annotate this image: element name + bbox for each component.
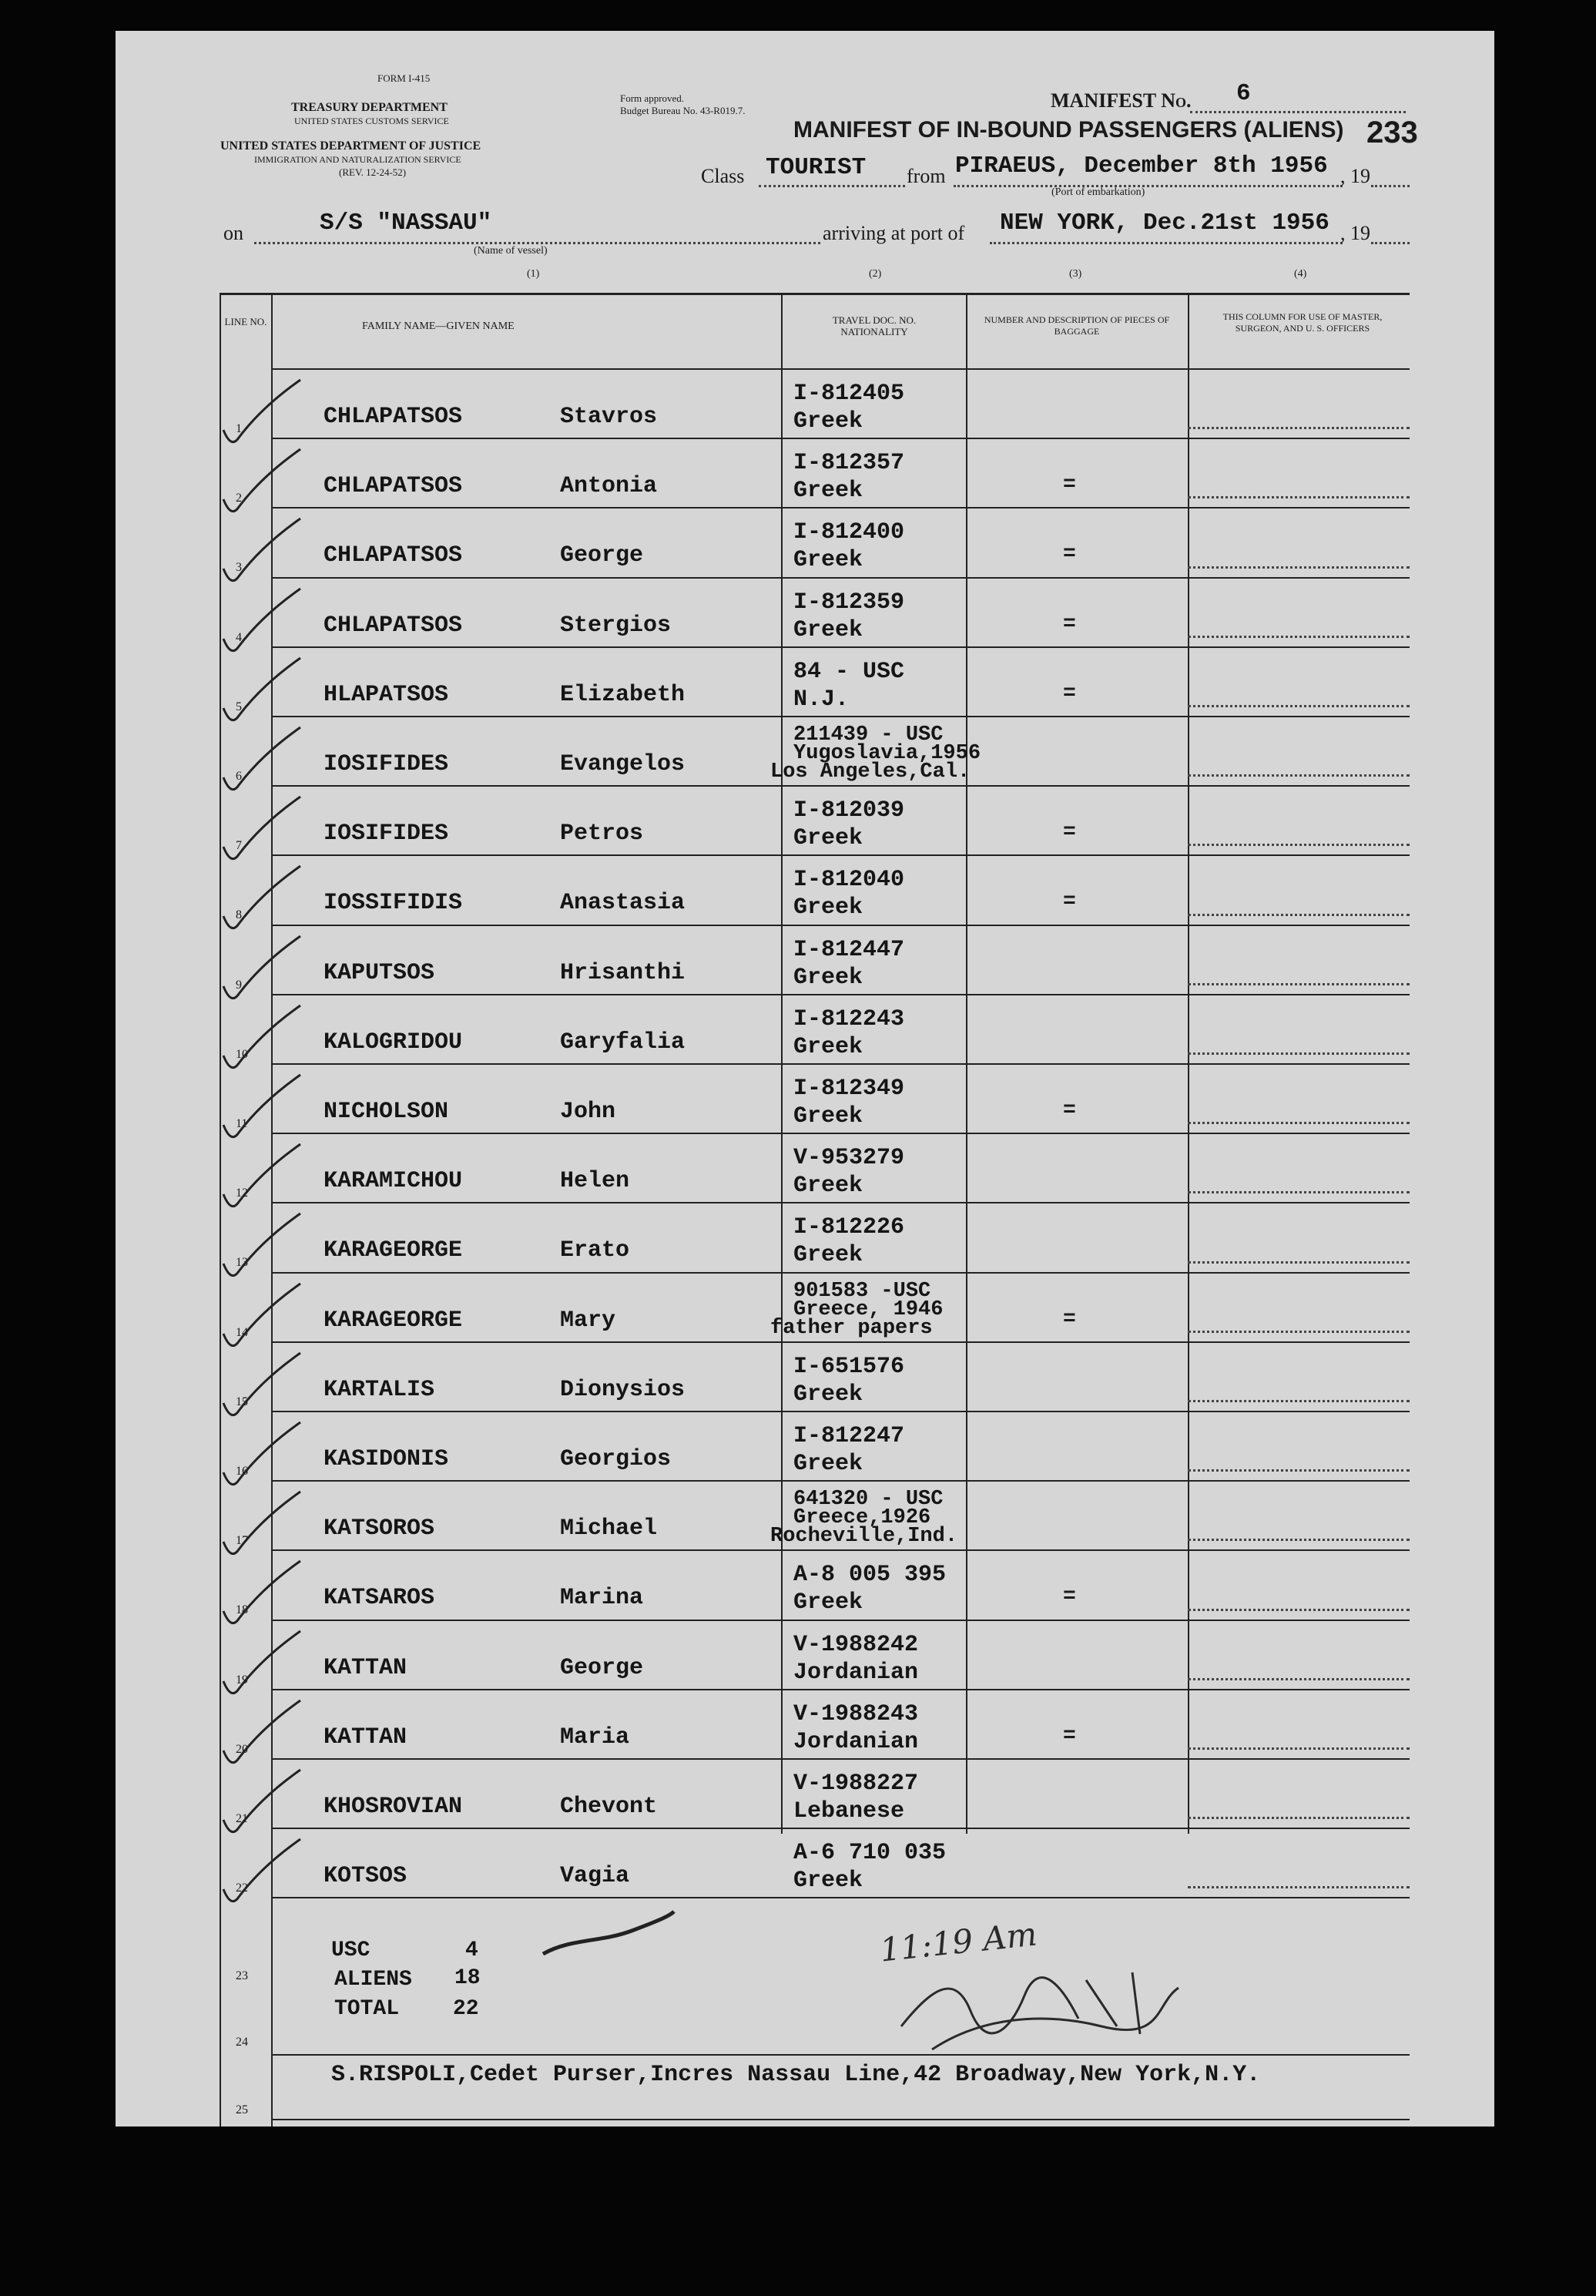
budget-bureau: Budget Bureau No. 43-R019.7. <box>620 105 746 116</box>
travel-doc-number: V-1988227 <box>793 1771 919 1797</box>
vessel-caption: (Name of vessel) <box>474 245 548 257</box>
vessel-value: S/S "NASSAU" <box>320 210 492 237</box>
travel-doc-number: I-812040 <box>793 867 905 894</box>
from-label: from <box>907 165 946 187</box>
line-number: 12 <box>236 1187 248 1200</box>
handwritten-time-note: 11:19 Am <box>877 1915 1039 1969</box>
line-number: 21 <box>236 1812 248 1825</box>
passenger-family-name: KATTAN <box>324 1724 407 1751</box>
travel-doc-number: V-1988243 <box>793 1700 919 1727</box>
line-number: 15 <box>236 1395 248 1408</box>
customs-service: UNITED STATES CUSTOMS SERVICE <box>294 116 449 126</box>
nationality: Jordanian <box>793 1728 919 1755</box>
passenger-given-name: Michael <box>560 1516 658 1542</box>
line-number: 5 <box>236 700 242 713</box>
on-label: on <box>223 222 243 244</box>
manifest-title: MANIFEST OF IN-BOUND PASSENGERS (ALIENS) <box>793 117 1344 143</box>
nationality: Greece, 1946 <box>793 1297 944 1321</box>
manifest-no-value: 6 <box>1236 80 1251 107</box>
check-mark-icon <box>208 1071 308 1148</box>
travel-doc-number: I-812226 <box>793 1214 905 1241</box>
passenger-family-name: CHLAPATSOS <box>324 612 463 639</box>
passenger-family-name: NICHOLSON <box>324 1099 449 1125</box>
passenger-family-name: CHLAPATSOS <box>324 404 463 430</box>
nationality: Greek <box>793 1173 863 1200</box>
check-mark-icon <box>208 1002 308 1079</box>
travel-doc-number: A-6 710 035 <box>793 1840 947 1867</box>
travel-doc-number: I-812357 <box>793 450 905 477</box>
baggage-ditto-mark: = <box>1063 612 1076 636</box>
check-mark-icon <box>208 1488 308 1565</box>
line-number: 10 <box>236 1047 248 1061</box>
class-value: TOURIST <box>766 154 867 181</box>
line-number-24: 24 <box>236 2036 248 2049</box>
check-mark-icon <box>208 723 308 801</box>
class-label: Class <box>701 165 745 187</box>
baggage-ditto-mark: = <box>1063 473 1076 498</box>
line-number: 6 <box>236 770 242 783</box>
usc-count: 4 <box>465 1939 478 1962</box>
passenger-family-name: CHLAPATSOS <box>324 473 463 500</box>
passenger-family-name: KATTAN <box>324 1654 407 1681</box>
line-number: 20 <box>236 1742 248 1756</box>
line-number: 16 <box>236 1465 248 1478</box>
travel-doc-note: Rocheville,Ind. <box>770 1525 958 1549</box>
justice-dept: UNITED STATES DEPARTMENT OF JUSTICE <box>220 139 481 153</box>
line-number-25: 25 <box>236 2103 248 2116</box>
col-num-4: (4) <box>1294 268 1307 280</box>
line-number: 19 <box>236 1673 248 1687</box>
nationality: Lebanese <box>793 1798 905 1824</box>
passenger-family-name: KALOGRIDOU <box>324 1029 463 1056</box>
travel-doc-number: I-812359 <box>793 589 905 616</box>
travel-doc-number: 211439 - USC <box>793 723 944 747</box>
form-number: FORM I-415 <box>377 72 431 84</box>
nationality: Greek <box>793 1868 863 1895</box>
passenger-family-name: KATSOROS <box>324 1516 435 1542</box>
passenger-family-name: KAPUTSOS <box>324 959 435 986</box>
nationality: Greece,1926 <box>793 1506 931 1530</box>
passenger-family-name: KATSAROS <box>324 1585 435 1612</box>
travel-doc-number: I-812447 <box>793 936 905 963</box>
check-mark-icon <box>208 1697 308 1774</box>
passenger-given-name: Vagia <box>560 1863 630 1890</box>
passenger-family-name: KARTALIS <box>324 1376 435 1403</box>
passenger-given-name: Marina <box>560 1585 644 1612</box>
arriving-label: arriving at port of <box>823 222 965 244</box>
passenger-given-name: Antonia <box>560 473 658 500</box>
revision: (REV. 12-24-52) <box>339 166 407 178</box>
check-mark-icon <box>208 862 308 939</box>
passenger-given-name: Georgios <box>560 1446 672 1472</box>
passenger-family-name: KASIDONIS <box>324 1446 449 1472</box>
pen-scribble <box>539 1908 678 1962</box>
baggage-ditto-mark: = <box>1063 542 1076 567</box>
check-mark-icon <box>208 1140 308 1217</box>
line-number: 11 <box>236 1117 248 1130</box>
passenger-family-name: IOSIFIDES <box>324 821 449 848</box>
line-number: 18 <box>236 1603 248 1617</box>
travel-doc-number: I-812247 <box>793 1423 905 1449</box>
passenger-given-name: Anastasia <box>560 890 686 917</box>
check-mark-icon <box>208 1210 308 1287</box>
check-mark-icon <box>208 1280 308 1357</box>
passenger-family-name: CHLAPATSOS <box>324 542 463 569</box>
manifest-no-label: MANIFEST No. <box>1051 89 1192 112</box>
nationality: Greek <box>793 408 863 435</box>
line-number: 7 <box>236 839 242 853</box>
total-label: TOTAL <box>334 1997 400 2021</box>
usc-label: USC <box>331 1939 370 1962</box>
travel-doc-number: I-812349 <box>793 1076 905 1102</box>
travel-doc-note: Los Angeles,Cal. <box>770 760 971 784</box>
line-number: 14 <box>236 1325 248 1339</box>
nationality: Greek <box>793 1033 863 1060</box>
check-mark-icon <box>208 515 308 592</box>
passenger-given-name: Helen <box>560 1168 630 1195</box>
travel-doc-number: I-812405 <box>793 381 905 407</box>
travel-doc-number: A-8 005 395 <box>793 1562 947 1589</box>
nationality: Greek <box>793 1381 863 1408</box>
total-count: 22 <box>453 1997 479 2021</box>
passenger-given-name: George <box>560 542 644 569</box>
check-mark-icon <box>208 1557 308 1634</box>
passenger-given-name: Erato <box>560 1237 630 1264</box>
line-number: 17 <box>236 1534 248 1548</box>
nationality: Greek <box>793 616 863 643</box>
travel-doc-number: I-812400 <box>793 519 905 546</box>
passenger-given-name: Evangelos <box>560 751 686 777</box>
passenger-given-name: Dionysios <box>560 1376 686 1403</box>
check-mark-icon <box>208 793 308 870</box>
passenger-family-name: KOTSOS <box>324 1863 407 1890</box>
check-mark-icon <box>208 1766 308 1843</box>
passenger-family-name: KHOSROVIAN <box>324 1794 463 1820</box>
aliens-count: 18 <box>454 1966 481 1990</box>
passenger-given-name: Stergios <box>560 612 672 639</box>
check-mark-icon <box>208 585 308 662</box>
nationality: Greek <box>793 547 863 574</box>
line-number: 3 <box>236 561 242 575</box>
aliens-label: ALIENS <box>334 1968 412 1992</box>
col-header-line-no: LINE NO. <box>224 316 267 327</box>
travel-doc-number: V-953279 <box>793 1145 905 1172</box>
purser-signature-line: S.RISPOLI,Cedet Purser,Incres Nassau Line,42 Broadway,New York,N.Y. <box>331 2062 1261 2088</box>
passenger-family-name: KARAGEORGE <box>324 1237 463 1264</box>
baggage-ditto-mark: = <box>1063 1099 1076 1123</box>
check-mark-icon <box>208 1349 308 1426</box>
travel-doc-number: I-651576 <box>793 1353 905 1380</box>
nationality: Greek <box>793 478 863 505</box>
line-number: 4 <box>236 630 242 644</box>
check-mark-icon <box>208 1418 308 1495</box>
arriving-value: NEW YORK, Dec.21st 1956 <box>1000 210 1329 237</box>
travel-doc-number: 84 - USC <box>793 658 905 685</box>
baggage-ditto-mark: = <box>1063 1724 1076 1748</box>
nationality: N.J. <box>793 686 850 713</box>
ins-service: IMMIGRATION AND NATURALIZATION SERVICE <box>254 154 461 165</box>
baggage-ditto-mark: = <box>1063 681 1076 706</box>
from-value: PIRAEUS, December 8th 1956 <box>955 153 1328 180</box>
line-number: 9 <box>236 978 242 992</box>
passenger-family-name: IOSSIFIDIS <box>324 890 463 917</box>
line-number: 8 <box>236 908 242 922</box>
nationality: Greek <box>793 1589 863 1616</box>
nationality: Greek <box>793 1242 863 1269</box>
col-num-3: (3) <box>1069 268 1082 280</box>
page-stamp: 233 <box>1366 116 1418 149</box>
col-num-2: (2) <box>869 268 882 280</box>
passenger-family-name: KARAMICHOU <box>324 1168 463 1195</box>
passenger-given-name: Mary <box>560 1307 616 1334</box>
line-number: 13 <box>236 1256 248 1270</box>
year-suffix: , 19 <box>1340 165 1370 187</box>
check-mark-icon <box>208 932 308 1009</box>
baggage-ditto-mark: = <box>1063 890 1076 915</box>
line-number: 1 <box>236 422 242 435</box>
travel-doc-number: V-1988242 <box>793 1631 919 1658</box>
passenger-given-name: Elizabeth <box>560 681 686 708</box>
nationality: Greek <box>793 964 863 991</box>
passenger-given-name: Hrisanthi <box>560 959 686 986</box>
check-mark-icon <box>208 1835 308 1912</box>
nationality: Yugoslavia,1956 <box>793 742 981 765</box>
travel-doc-number: 901583 -USC <box>793 1279 931 1303</box>
travel-doc-note: father papers <box>770 1316 933 1340</box>
travel-doc-number: 641320 - USC <box>793 1488 944 1512</box>
baggage-ditto-mark: = <box>1063 1585 1076 1610</box>
treasury-dept: TREASURY DEPARTMENT <box>291 101 448 114</box>
passenger-given-name: Stavros <box>560 404 658 430</box>
baggage-ditto-mark: = <box>1063 1307 1076 1331</box>
passenger-given-name: Maria <box>560 1724 630 1751</box>
baggage-ditto-mark: = <box>1063 821 1076 845</box>
year-suffix-2: , 19 <box>1340 222 1370 244</box>
nationality: Greek <box>793 895 863 921</box>
passenger-given-name: Garyfalia <box>560 1029 686 1056</box>
passenger-given-name: Chevont <box>560 1794 658 1820</box>
nationality: Jordanian <box>793 1659 919 1686</box>
col-header-baggage: NUMBER AND DESCRIPTION OF PIECES OF BAGGAGE <box>984 314 1170 337</box>
nationality: Greek <box>793 825 863 852</box>
nationality: Greek <box>793 1103 863 1130</box>
line-number-23: 23 <box>236 1969 248 1982</box>
nationality: Greek <box>793 1451 863 1477</box>
col-header-officers: THIS COLUMN FOR USE OF MASTER, SURGEON, AND U. S. OFFICERS <box>1222 311 1383 334</box>
passenger-family-name: KARAGEORGE <box>324 1307 463 1334</box>
line-number: 2 <box>236 492 242 505</box>
travel-doc-number: I-812039 <box>793 797 905 824</box>
col-num-1: (1) <box>527 268 540 280</box>
passenger-given-name: John <box>560 1099 616 1125</box>
col-header-travel-doc: TRAVEL DOC. NO. NATIONALITY <box>832 314 917 337</box>
check-mark-icon <box>208 1627 308 1704</box>
check-mark-icon <box>208 445 308 522</box>
line-number: 22 <box>236 1881 248 1895</box>
travel-doc-number: I-812243 <box>793 1005 905 1032</box>
col-header-name: FAMILY NAME—GIVEN NAME <box>362 321 515 332</box>
officer-signature <box>886 1942 1194 2065</box>
form-approved: Form approved. <box>620 92 685 104</box>
check-mark-icon <box>208 654 308 731</box>
check-mark-icon <box>208 376 308 453</box>
passenger-family-name: HLAPATSOS <box>324 681 449 708</box>
passenger-given-name: George <box>560 1654 644 1681</box>
passenger-given-name: Petros <box>560 821 644 848</box>
port-embark-caption: (Port of embarkation) <box>1051 186 1145 198</box>
passenger-family-name: IOSIFIDES <box>324 751 449 777</box>
